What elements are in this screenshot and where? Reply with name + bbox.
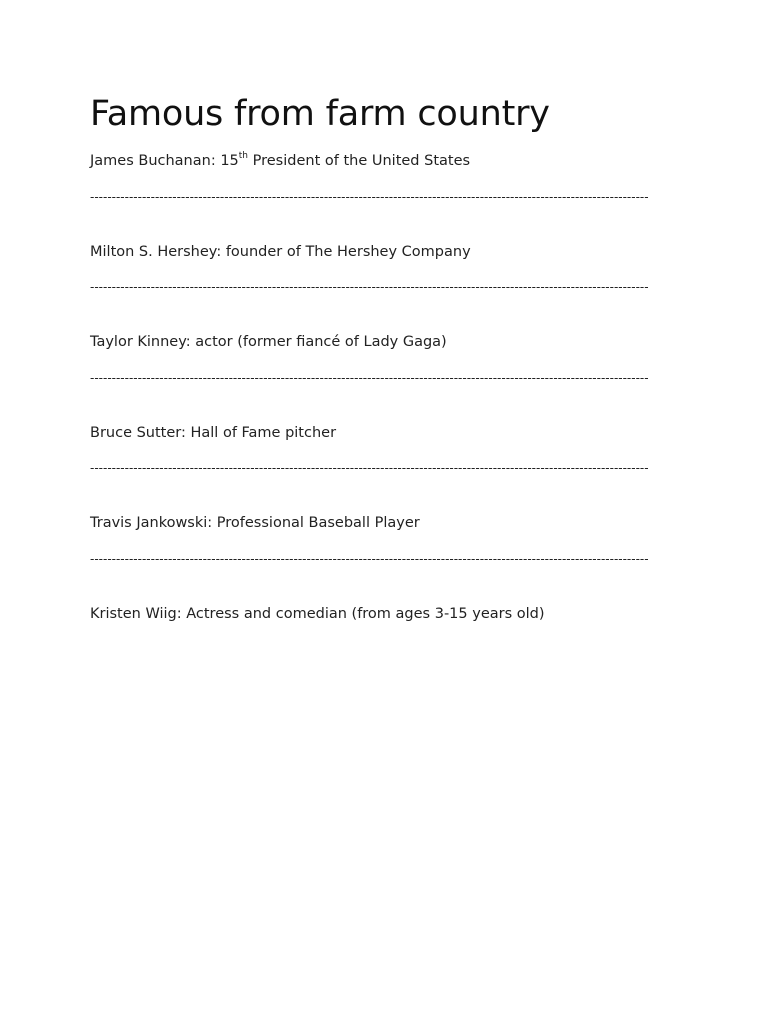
entry-text: James Buchanan: 15 (90, 153, 239, 169)
ordinal-suffix: th (238, 151, 249, 162)
separator-line: --------------------------------------------------------------------------------------------------------------------------------- (90, 280, 649, 294)
separator-line: --------------------------------------------------------------------------------------------------------------------------------- (90, 190, 649, 204)
entry-milton-hershey: Milton S. Hershey: founder of The Hershey Company (90, 244, 471, 260)
entry-james-buchanan (90, 152, 470, 170)
page-title: Famous from farm country (90, 94, 550, 134)
entry-travis-jankowski: Travis Jankowski: Professional Baseball Player (90, 515, 420, 531)
separator-line: --------------------------------------------------------------------------------------------------------------------------------- (90, 461, 649, 475)
separator-line: --------------------------------------------------------------------------------------------------------------------------------- (90, 371, 649, 385)
document-page (90, 92, 680, 622)
separator-line: --------------------------------------------------------------------------------------------------------------------------------- (90, 552, 649, 566)
entry-kristen-wiig: Kristen Wiig: Actress and comedian (from ages 3-15 years old) (90, 606, 545, 622)
entry-text-continued: President of the United States (248, 153, 471, 169)
entry-bruce-sutter: Bruce Sutter: Hall of Fame pitcher (90, 425, 337, 441)
entry-taylor-kinney: Taylor Kinney: actor (former fiancé of Lady Gaga) (90, 334, 447, 350)
